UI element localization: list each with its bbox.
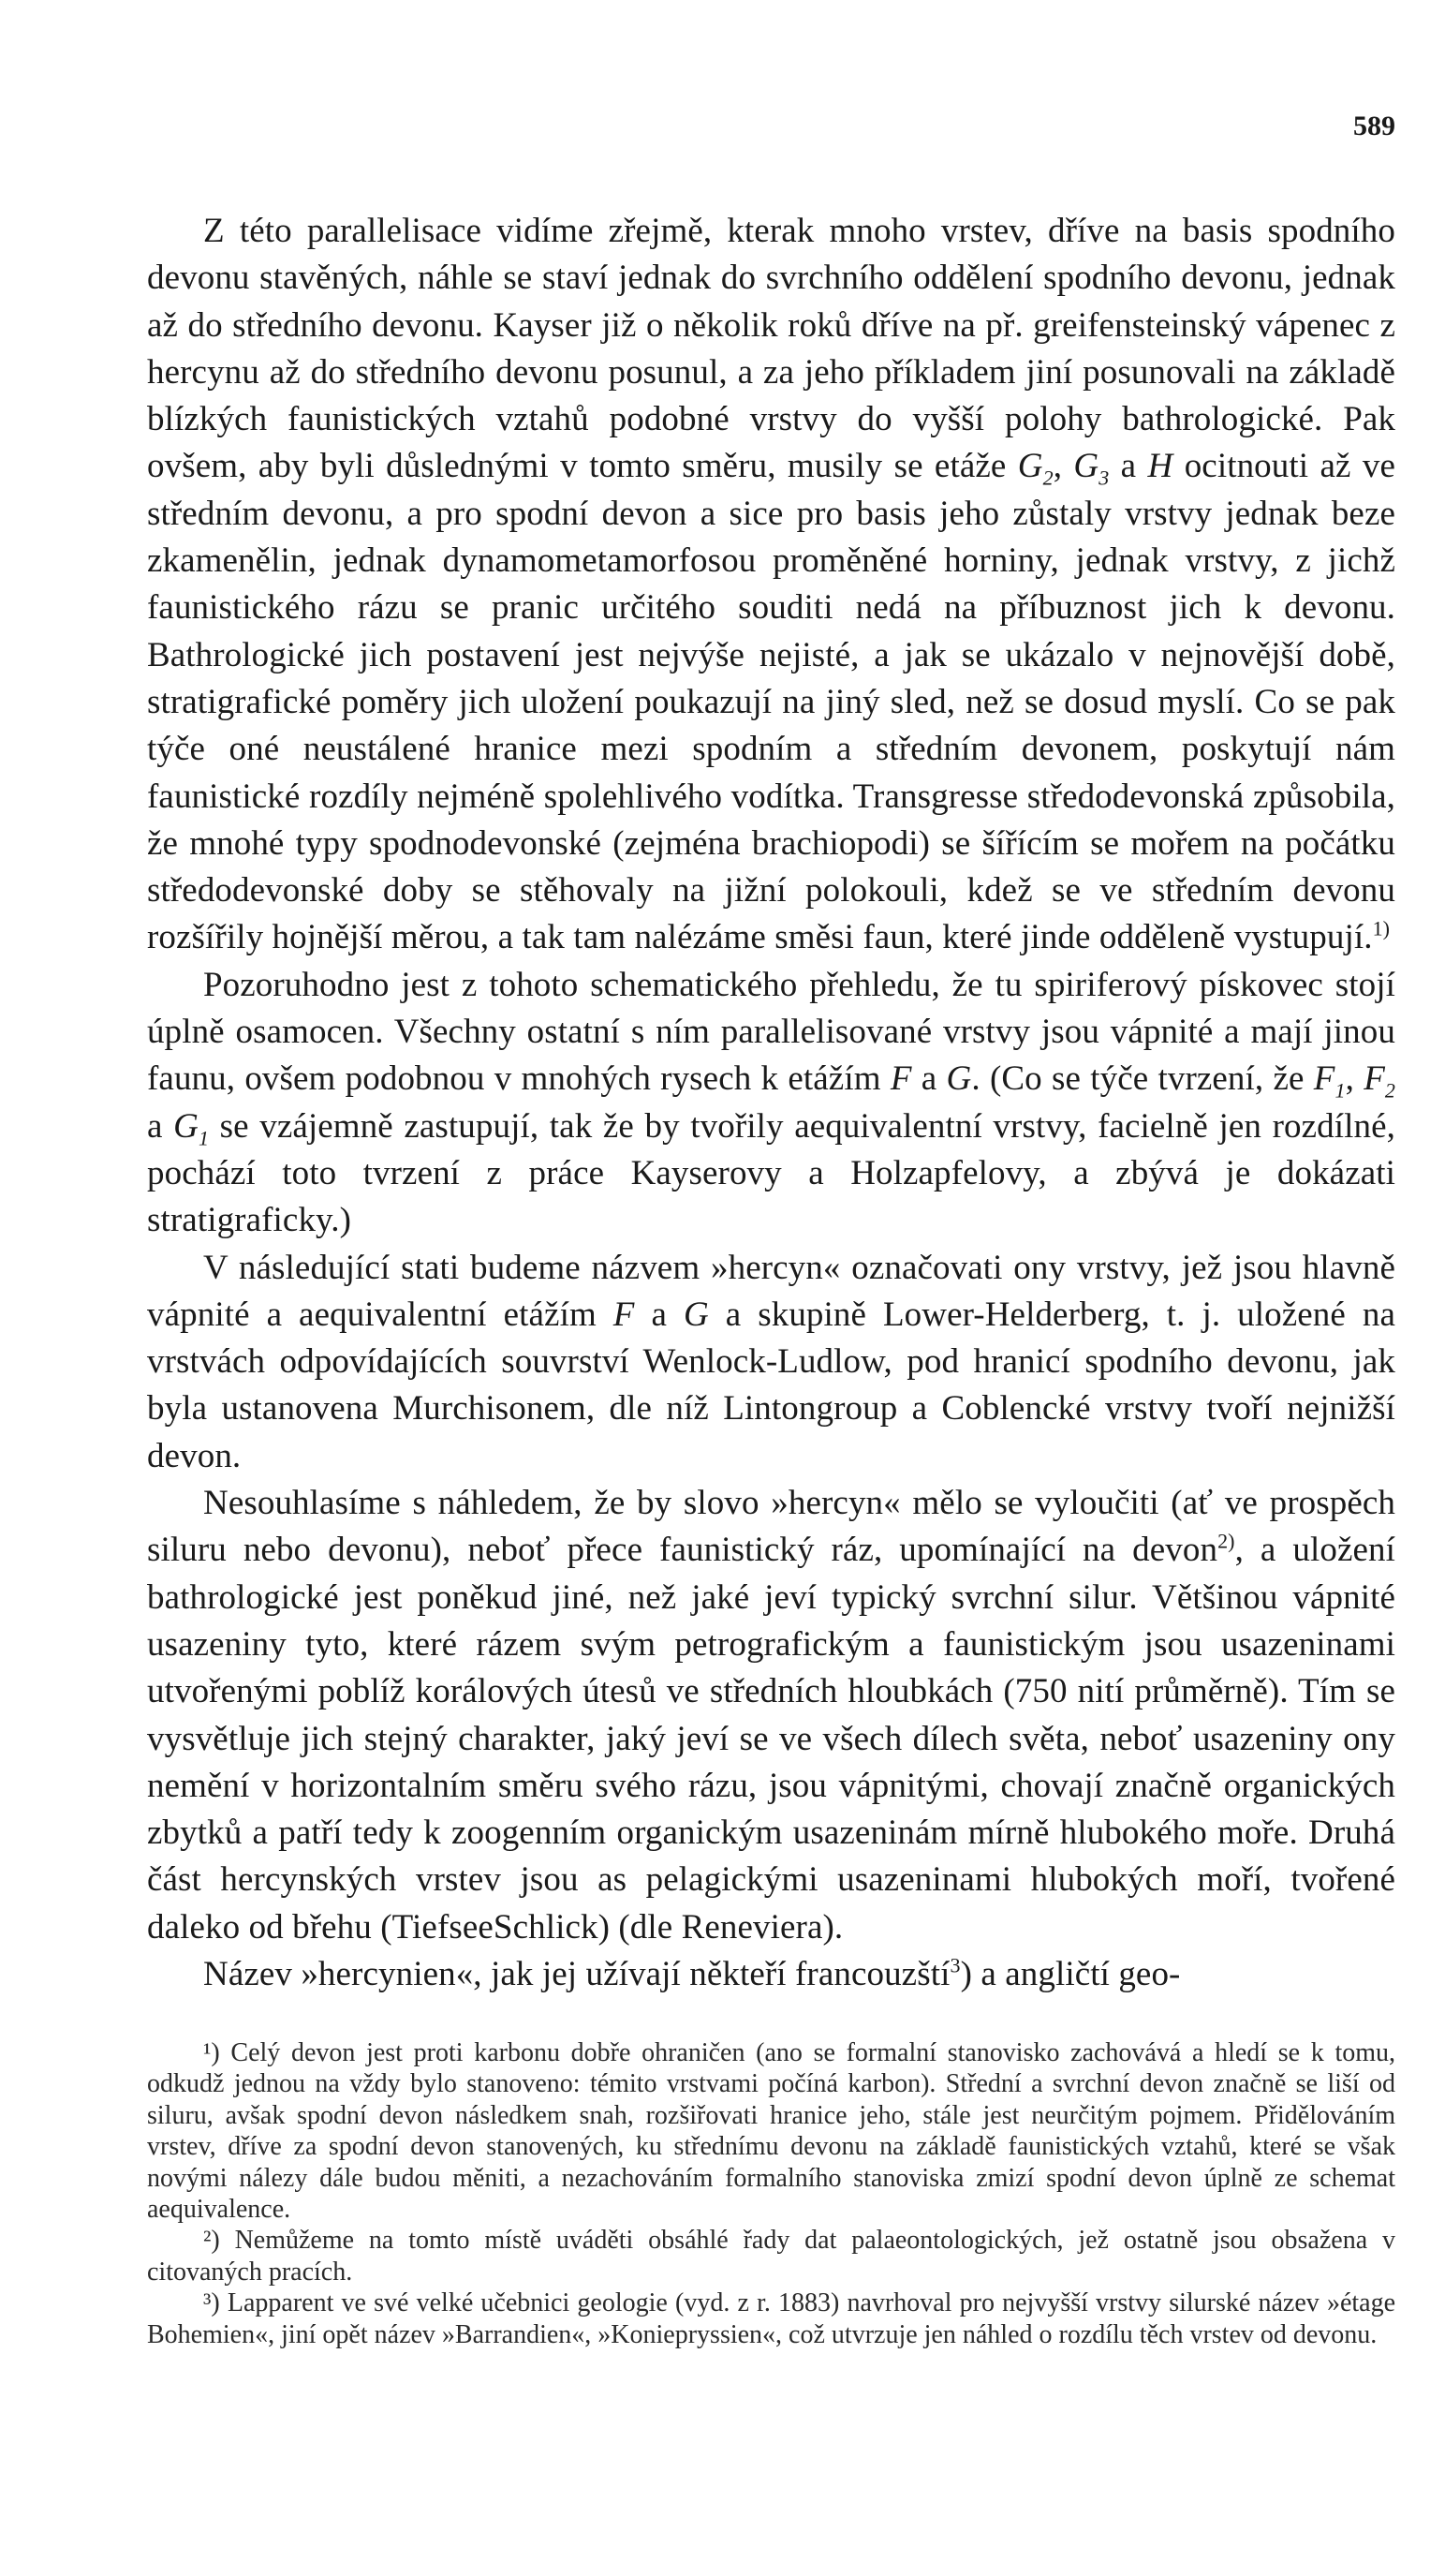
stage-f1: $F_1$ <box>1313 1059 1346 1103</box>
paragraph-3: V následující stati budeme názvem »hercyn« označovati ony vrstvy, jež jsou hlavně vápnité a aequivalentní etážím F a G a skupině Lower-Helderberg, t. j. uložené na vrstvách odpovídajících souvrství Wenlock-Ludlow, pod hranicí spodního devonu, jak byla ustanovena Murchisonem, dle níž Lintongroup a Coblencké vrstvy tvoří nejnižší devon. <box>147 1248 1395 1475</box>
stage-g1: $G_1$ <box>173 1106 210 1150</box>
paragraph-2: Pozoruhodno jest z tohoto schematického přehledu, že tu spiriferový pískovec stojí úplně osamocen. Všechny ostatní s ním parallelisované vrstvy jsou vápnité a mají jinou faunu, ovšem podobnou v mnohých rysech k etážím F a G. (Co se týče tvrzení, že $F_1$, $F_2$ a $G_1$ se vzájemně zastupují, tak že by tvořily aequivalentní vrstvy, facielně jen rozdílné, pochází toto tvrzení z práce Kayserovy a Holzapfelovy, a zbývá je dokázati stratigraficky.) <box>147 965 1395 1240</box>
stage-h: H <box>1147 447 1173 486</box>
page-number: 589 <box>1353 111 1395 141</box>
main-text <box>147 208 1395 1998</box>
stage-f: F <box>890 1059 912 1099</box>
stage-g: G <box>946 1059 972 1099</box>
stage-g2: $G_2$ <box>1017 447 1054 490</box>
footnote-3: ³) Lapparent ve své velké učebnici geologie (vyd. z r. 1883) navrhoval pro nejvyšší vrstvy silurské název »étage Bohemien«, jiní opět název »Barrandien«, »Koniepryssien«, což utvrzuje jen náhled o rozdílu těch vrstev od devonu. <box>147 2288 1395 2349</box>
paragraph-1: Z této parallelisace vidíme zřejmě, kterak mnoho vrstev, dříve na basis spodního devonu stavěných, náhle se staví jednak do svrchního oddělení spodního devonu, jednak až do středního devonu. Kayser již o několik roků dříve na př. greifensteinský vápenec z hercynu až do středního devonu posunul, a za jeho příkladem jiní posunovali na základě blízkých faunistických vztahů podobné vrstvy do vyšší polohy bathrologické. Pak ovšem, aby byli důslednými v tomto směru, musily se etáže $G_2$, $G_3$ a H ocitnouti až ve středním devonu, a pro spodní devon a sice pro basis jeho zůstaly vrstvy jednak beze zkamenělin, jednak dynamometamorfosou proměněné horniny, jednak vrstvy, z jichž faunistického rázu se pranic určitého souditi nedá na příbuznost jich k devonu. Bathrologické jich postavení jest nejvýše nejisté, a jak se ukázalo v nejnovější době, stratigrafické poměry jich uložení poukazují na jiný sled, než se dosud myslí. Co se pak týče oné neustálené hranice mezi spodním a středním devonem, poskytují nám faunistické rozdíly nejméně spolehlivého vodítka. Transgresse středodevonská způsobila, že mnohé typy spodnodevonské (zejména brachiopodi) se šířícím se mořem na počátku středodevonské doby se stěhovaly na jižní polokouli, kdež se ve středním devonu rozšířily hojnější měrou, a tak tam nalézáme směsi faun, které jinde odděleně vystupují.$^{1)}$ <box>147 212 1395 957</box>
stage-f-b: F <box>612 1295 635 1334</box>
footnotes <box>147 2037 1395 2350</box>
stage-f2: $F_2$ <box>1364 1059 1395 1103</box>
footnote-ref-1: 1) <box>1372 917 1391 941</box>
footnote-ref-2: 2) <box>1217 1529 1235 1553</box>
paragraph-4: Nesouhlasíme s náhledem, že by slovo »hercyn« mělo se vyloučiti (ať ve prospěch siluru nebo devonu), neboť přece faunistický ráz, upomínající na devon$^{2)}$, a uložení bathrologické jest poněkud jiné, než jaké jeví typický svrchní silur. Většinou vápnité usazeniny tyto, které rázem svým petrografickým a faunistickým jsou usazeninami utvořenými poblíž korálových útesů ve středních hloubkách (750 nití průměrně). Tím se vysvětluje jich stejný charakter, jaký jeví se ve všech dílech světa, neboť usazeniny ony nemění v horizontalním směru svého rázu, jsou vápnitými, chovají značně organických zbytků a patří tedy k zoogenním organickým usazeninám mírně hlubokého moře. Druhá část hercynských vrstev jsou as pelagickými usazeninami hlubokých moří, tvořené daleko od břehu (TiefseeSchlick) (dle Reneviera). <box>147 1484 1395 1947</box>
footnote-ref-3: 3 <box>950 1953 961 1977</box>
stage-g3: $G_3$ <box>1073 447 1110 490</box>
stage-g-b: G <box>683 1295 709 1334</box>
paragraph-5: Název »hercynien«, jak jej užívají někteří francouzští$^3$) a angličtí geo- <box>203 1953 1181 1993</box>
footnote-2: ²) Nemůžeme na tomto místě uváděti obsáhlé řady dat palaeontologických, jež ostatně jsou obsažena v citovaných pracích. <box>147 2226 1395 2287</box>
footnote-1: ¹) Celý devon jest proti karbonu dobře ohraničen (ano se formalní stanovisko zachovává a hledí se k tomu, odkudž jednou na vždy bylo stanoveno: témito vrstvami počíná karbon). Střední a svrchní devon značně se liší od siluru, avšak spodní devon následkem snah, rozšiřovati hranice jeho, stále jest neurčitým pojmem. Přidělováním vrstev, dříve za spodní devon stanovených, ku střednímu devonu na základě faunistických vztahů, které se však novými nálezy dále budou měniti, a nezachováním formalního stanoviska zmizí spodní devon úplně ze schemat aequivalence. <box>147 2038 1395 2225</box>
